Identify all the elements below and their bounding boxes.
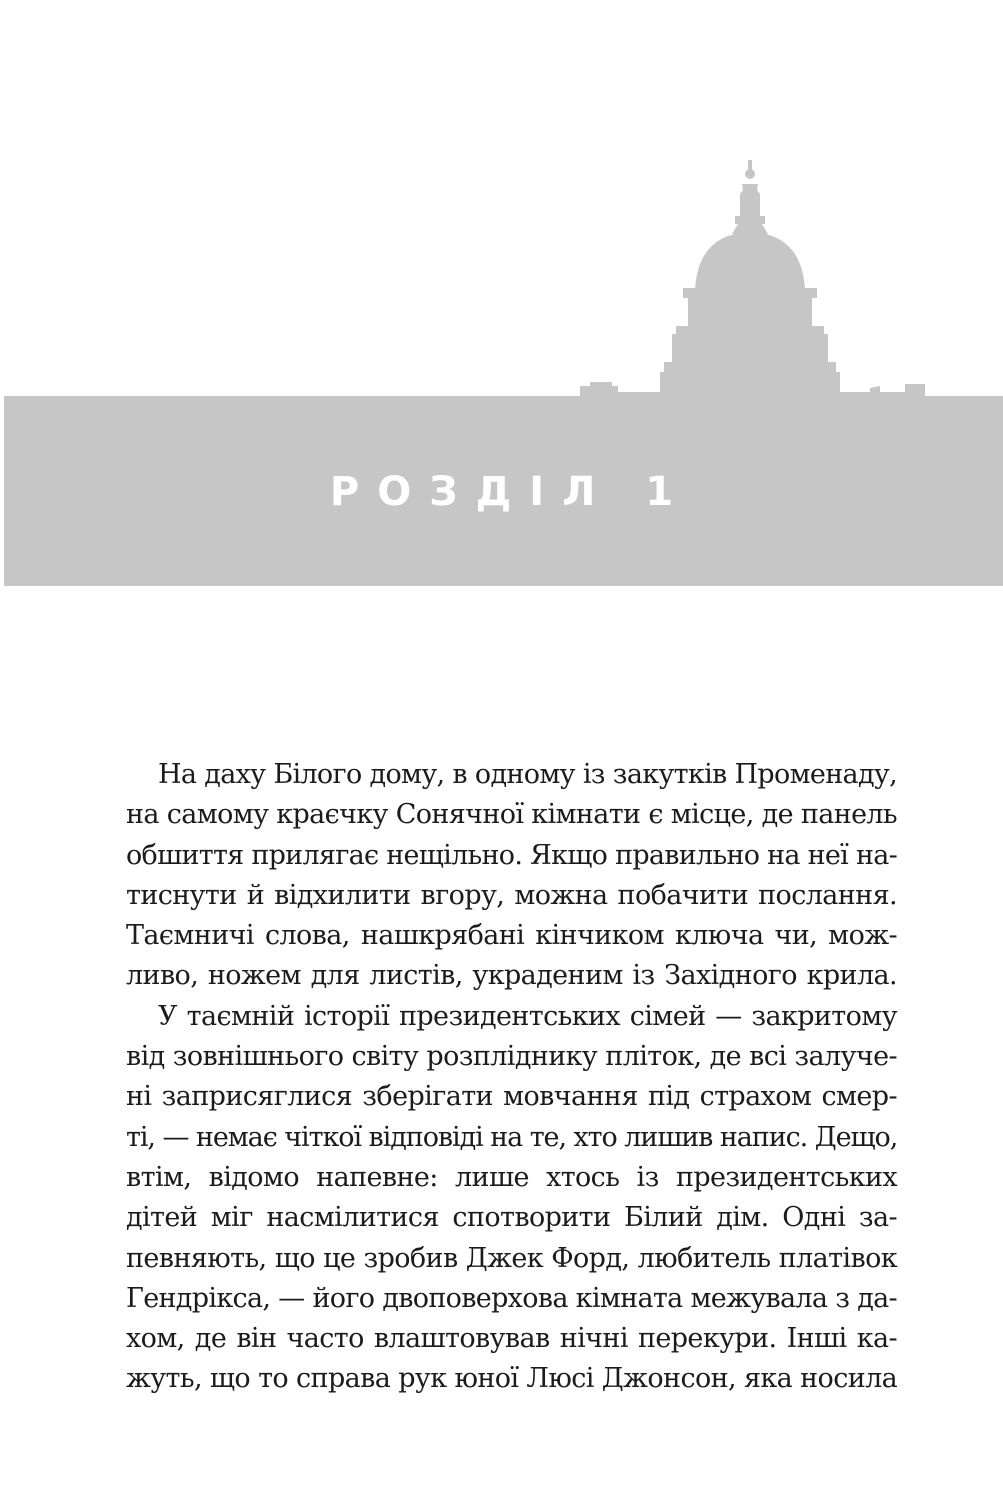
text-line: певняють, що це зробив Джек Форд, любитель платівок [126, 1242, 897, 1274]
text-line: на самому краєчку Сонячної кімнати є місце, де панель [126, 799, 897, 831]
text-line: У таємній історії президентських сімей — закритому [158, 1000, 897, 1032]
text-line: жуть, що то справа рук юної Люсі Джонсон, яка носила [126, 1363, 898, 1395]
body-text [126, 755, 897, 1400]
capitol-dome-silhouette [0, 150, 1003, 400]
paragraph [126, 997, 897, 1400]
text-line: Таємничі слова, нашкрябані кінчиком ключа чи, мож- [126, 920, 897, 952]
paragraph [126, 755, 897, 997]
chapter-title: РОЗДІЛ 1 [329, 469, 692, 515]
text-line: ні заприсяглися зберігати мовчання під страхом смер- [126, 1081, 897, 1113]
text-line: обшиття прилягає нещільно. Якщо правильно на неї на- [126, 839, 898, 871]
text-line: тиснути й відхилити вгору, можна побачити послання. [126, 879, 897, 911]
text-line: Гендрікса, — його двоповерхова кімната межувала з да- [126, 1282, 897, 1314]
text-line: втім, відомо напевне: лише хтось із президентських [126, 1161, 897, 1193]
text-line: дітей міг насмілитися спотворити Білий дім. Одні за- [126, 1202, 897, 1234]
text-line: На даху Білого дому, в одному із закутків Променаду, [158, 759, 897, 790]
text-line: хом, де він часто влаштовував нічні перекури. Інші ка- [126, 1323, 897, 1355]
text-line: від зовнішнього світу розпліднику пліток, де всі залуче- [126, 1041, 897, 1073]
text-line: ливо, ножем для листів, украденим із Західного крила. [126, 960, 897, 992]
text-line: ті, — немає чіткої відповіді на те, хто лишив напис. Дещо, [126, 1121, 898, 1153]
